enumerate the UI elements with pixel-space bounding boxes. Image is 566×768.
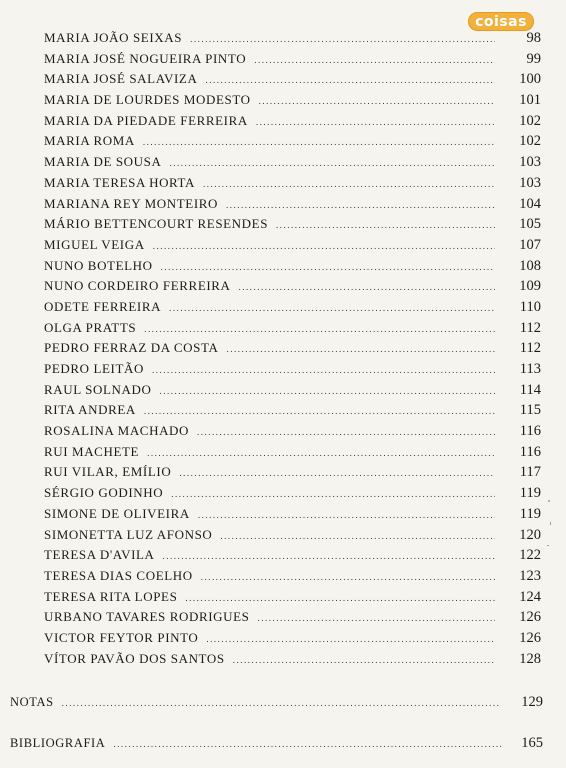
entry-name: URBANO TAVARES RODRIGUES <box>44 609 250 625</box>
dot-leader <box>169 158 495 168</box>
toc-entry <box>44 216 541 237</box>
entry-name: RAUL SOLNADO <box>44 381 152 397</box>
entry-name: MARIA DA PIEDADE FERREIRA <box>44 112 248 128</box>
toc-entry <box>44 361 541 382</box>
dot-leader <box>113 739 501 749</box>
entry-name: ROSALINA MACHADO <box>44 423 190 439</box>
toc-entry <box>44 547 541 568</box>
entry-page-number: 110 <box>519 298 541 315</box>
toc-entry <box>44 444 541 465</box>
dot-leader <box>206 634 495 644</box>
dot-leader <box>153 241 495 251</box>
toc-entry <box>44 299 541 320</box>
entry-page-number: 123 <box>519 567 541 584</box>
section-page-number: 129 <box>521 694 543 710</box>
dot-leader <box>276 220 495 230</box>
dot-leader <box>239 282 495 292</box>
toc-entry <box>44 651 541 672</box>
section-title: BIBLIOGRAFIA <box>10 736 106 750</box>
dot-leader <box>254 55 495 65</box>
dot-leader <box>144 406 495 416</box>
section-title: NOTAS <box>10 695 54 709</box>
toc-section-bibliografia <box>10 735 543 752</box>
entry-name: SÉRGIO GODINHO <box>44 485 164 501</box>
entry-page-number: 120 <box>519 526 541 543</box>
entry-page-number: 108 <box>519 257 541 274</box>
entry-page-number: 101 <box>519 92 541 109</box>
entry-name: ODETE FERREIRA <box>44 298 162 314</box>
entry-name: SIMONE DE OLIVEIRA <box>44 505 190 521</box>
section-page-number: 165 <box>521 735 543 751</box>
dot-leader <box>256 117 495 127</box>
dot-leader <box>171 489 495 499</box>
entry-page-number: 113 <box>519 361 541 377</box>
dot-leader <box>185 593 495 603</box>
watermark-text: coisas <box>475 13 527 30</box>
toc-entry <box>44 51 541 72</box>
paper-speck <box>550 522 551 525</box>
toc-entry <box>44 196 541 217</box>
entry-name: VICTOR FEYTOR PINTO <box>44 629 199 645</box>
toc-entry <box>44 237 541 258</box>
toc-entry <box>44 609 541 630</box>
toc-entry <box>44 568 541 589</box>
entry-name: MARIANA REY MONTEIRO <box>44 195 219 211</box>
dot-leader <box>203 179 495 189</box>
dot-leader <box>161 262 495 272</box>
entry-name: TERESA D'AVILA <box>44 547 155 563</box>
toc-entry <box>44 133 541 154</box>
toc-entry <box>44 258 541 279</box>
entry-page-number: 117 <box>519 464 541 481</box>
paper-speck <box>548 500 550 502</box>
dot-leader <box>259 96 495 106</box>
entry-name: NUNO CORDEIRO FERREIRA <box>44 278 231 294</box>
dot-leader <box>226 200 495 210</box>
entry-name: MÁRIO BETTENCOURT RESENDES <box>44 216 269 232</box>
toc-section-notas <box>10 694 543 711</box>
toc-entry <box>44 320 541 341</box>
entry-name: TERESA RITA LOPES <box>44 588 178 604</box>
entry-page-number: 99 <box>526 50 541 67</box>
dot-leader <box>233 655 495 665</box>
toc-entry <box>44 113 541 134</box>
toc-entry <box>44 630 541 651</box>
dot-leader <box>220 531 495 541</box>
toc-entry <box>44 71 541 92</box>
entry-name: PEDRO FERRAZ DA COSTA <box>44 340 219 356</box>
entry-page-number: 124 <box>519 588 541 605</box>
toc-entry <box>44 30 541 51</box>
toc-entry <box>44 464 541 485</box>
entry-page-number: 115 <box>519 402 541 419</box>
dot-leader <box>152 365 495 375</box>
dot-leader <box>190 34 495 44</box>
entry-name: OLGA PRATTS <box>44 319 137 335</box>
entry-name: RUI MACHETE <box>44 443 140 459</box>
dot-leader <box>147 448 495 458</box>
entry-page-number: 105 <box>519 216 541 233</box>
entry-page-number: 128 <box>519 650 541 667</box>
entry-name: SIMONETTA LUZ AFONSO <box>44 526 213 542</box>
entry-page-number: 103 <box>519 174 541 191</box>
entry-name: MARIA DE SOUSA <box>44 154 162 170</box>
toc-entry <box>44 175 541 196</box>
dot-leader <box>62 698 501 708</box>
dot-leader <box>159 386 495 396</box>
entry-page-number: 104 <box>519 195 541 212</box>
toc-entry <box>44 423 541 444</box>
entry-page-number: 116 <box>519 423 541 440</box>
entry-name: VÍTOR PAVÃO DOS SANTOS <box>44 650 225 666</box>
entry-page-number: 119 <box>519 505 541 522</box>
dot-leader <box>197 427 495 437</box>
toc-entry <box>44 402 541 423</box>
dot-leader <box>201 572 495 582</box>
entry-name: MARIA JOSÉ SALAVIZA <box>44 71 198 87</box>
entry-page-number: 126 <box>519 609 541 626</box>
entry-page-number: 102 <box>519 112 541 129</box>
entry-name: MARIA JOÃO SEIXAS <box>44 30 183 45</box>
entry-page-number: 126 <box>519 629 541 646</box>
paper-speck <box>547 545 549 546</box>
entry-name: RITA ANDREA <box>44 402 136 418</box>
entry-page-number: 119 <box>519 485 541 502</box>
entry-name: MARIA JOSÉ NOGUEIRA PINTO <box>44 50 247 66</box>
entry-name: TERESA DIAS COELHO <box>44 567 193 583</box>
dot-leader <box>163 551 495 561</box>
entry-page-number: 107 <box>519 236 541 253</box>
entry-page-number: 114 <box>519 381 541 398</box>
table-of-contents <box>44 30 541 671</box>
toc-entry <box>44 589 541 610</box>
toc-entry <box>44 340 541 361</box>
dot-leader <box>169 303 495 313</box>
entry-name: RUI VILAR, EMÍLIO <box>44 464 172 480</box>
coisas-watermark-logo <box>468 12 534 31</box>
dot-leader <box>144 324 495 334</box>
entry-page-number: 103 <box>519 154 541 171</box>
dot-leader <box>226 344 495 354</box>
entry-page-number: 122 <box>519 547 541 564</box>
toc-entry <box>44 382 541 403</box>
entry-page-number: 112 <box>519 319 541 336</box>
entry-name: MARIA DE LOURDES MODESTO <box>44 92 251 108</box>
entry-name: MARIA ROMA <box>44 133 135 149</box>
entry-page-number: 116 <box>519 443 541 460</box>
toc-entry <box>44 278 541 299</box>
entry-name: MIGUEL VEIGA <box>44 236 145 252</box>
dot-leader <box>198 510 495 520</box>
entry-page-number: 98 <box>526 30 541 46</box>
entry-page-number: 102 <box>519 133 541 150</box>
dot-leader <box>179 468 495 478</box>
entry-page-number: 112 <box>519 340 541 357</box>
toc-entry <box>44 506 541 527</box>
toc-entry <box>44 154 541 175</box>
entry-name: NUNO BOTELHO <box>44 257 153 273</box>
dot-leader <box>205 75 495 85</box>
entry-name: MARIA TERESA HORTA <box>44 174 196 190</box>
entry-name: PEDRO LEITÃO <box>44 361 144 376</box>
dot-leader <box>143 137 495 147</box>
toc-entry <box>44 527 541 548</box>
entry-page-number: 109 <box>519 278 541 295</box>
toc-entry <box>44 92 541 113</box>
dot-leader <box>258 613 495 623</box>
toc-entry <box>44 485 541 506</box>
entry-page-number: 100 <box>519 71 541 88</box>
